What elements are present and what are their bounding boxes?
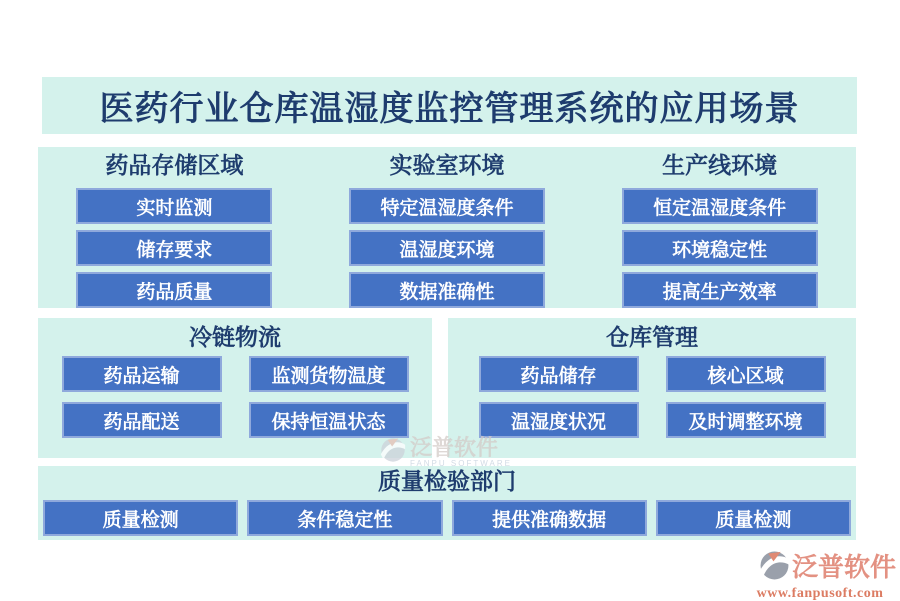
node-quality-inspection-2: 质量检测 — [656, 500, 851, 536]
node-data-accuracy: 数据准确性 — [349, 272, 545, 308]
fanpu-brand-icon — [759, 550, 790, 586]
brand-url: www.fanpusoft.com — [756, 586, 884, 601]
node-provide-accurate-data: 提供准确数据 — [452, 500, 647, 536]
column-production-line — [583, 147, 856, 308]
node-monitor-cargo-temp: 监测货物温度 — [249, 356, 409, 392]
node-realtime-monitoring: 实时监测 — [76, 188, 272, 224]
quality-panel — [38, 466, 856, 540]
diagram-title-band — [42, 77, 857, 134]
node-temp-humidity-status: 温湿度状况 — [479, 402, 639, 438]
node-storage-requirements: 储存要求 — [76, 230, 272, 266]
node-drug-transport: 药品运输 — [62, 356, 222, 392]
node-drug-storage: 药品储存 — [479, 356, 639, 392]
column-storage-area — [38, 147, 311, 308]
brand-row — [759, 550, 896, 586]
quality-title: 质量检验部门 — [378, 469, 516, 494]
warehouse-grid — [448, 354, 856, 438]
node-temp-humidity-env: 温湿度环境 — [349, 230, 545, 266]
node-constant-conditions: 恒定温湿度条件 — [622, 188, 818, 224]
cold-chain-title: 冷链物流 — [189, 325, 281, 350]
top-panel — [38, 147, 856, 308]
node-quality-inspection-1: 质量检测 — [43, 500, 238, 536]
column-production-title: 生产线环境 — [662, 153, 778, 178]
brand-name: 泛普软件 — [791, 553, 896, 582]
node-condition-stability: 条件稳定性 — [247, 500, 442, 536]
node-core-area: 核心区域 — [666, 356, 826, 392]
brand-logo — [744, 550, 896, 601]
node-env-stability: 环境稳定性 — [622, 230, 818, 266]
watermark-subtitle: FANPU SOFTWARE — [410, 459, 512, 468]
column-storage-title: 药品存储区域 — [105, 153, 244, 178]
quality-grid — [38, 498, 856, 536]
cold-chain-panel — [38, 318, 432, 458]
node-adjust-environment: 及时调整环境 — [666, 402, 826, 438]
node-drug-quality: 药品质量 — [76, 272, 272, 308]
node-drug-delivery: 药品配送 — [62, 402, 222, 438]
column-laboratory — [311, 147, 584, 308]
node-keep-constant-temp: 保持恒温状态 — [249, 402, 409, 438]
warehouse-panel — [448, 318, 856, 458]
node-specific-conditions: 特定温湿度条件 — [349, 188, 545, 224]
column-laboratory-title: 实验室环境 — [389, 153, 505, 178]
watermark-name: 泛普软件 — [410, 435, 499, 460]
diagram-title: 医药行业仓库温湿度监控管理系统的应用场景 — [99, 91, 800, 128]
node-improve-efficiency: 提高生产效率 — [622, 272, 818, 308]
cold-chain-grid — [38, 354, 432, 438]
warehouse-title: 仓库管理 — [606, 325, 698, 350]
